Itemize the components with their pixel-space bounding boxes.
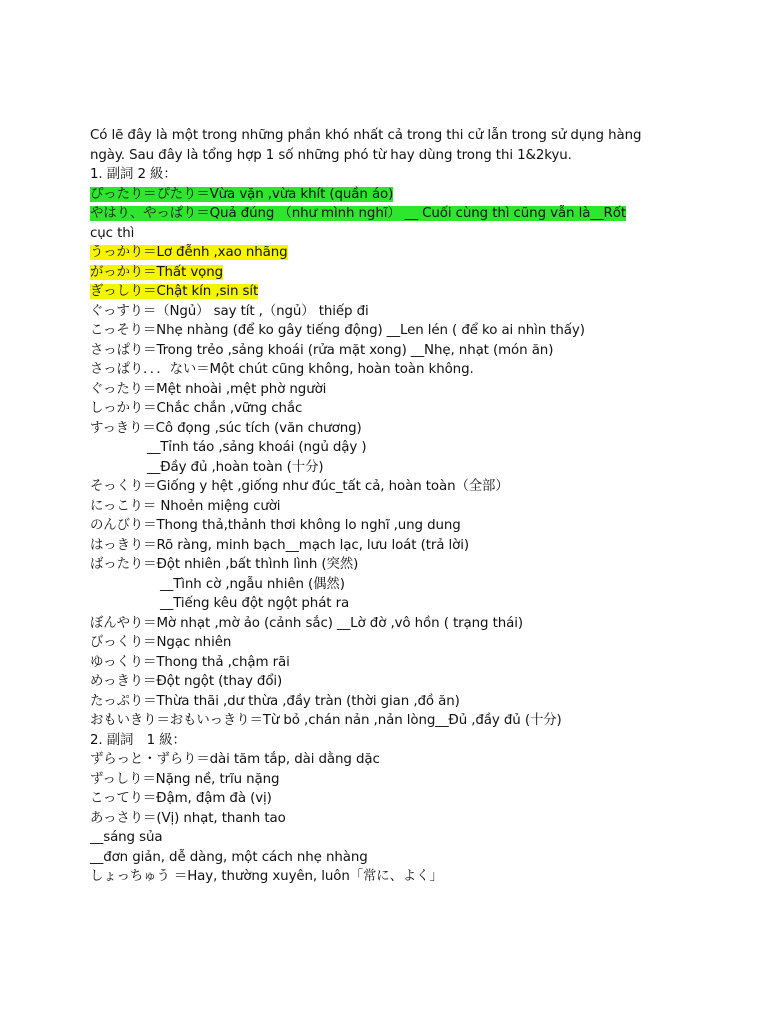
list-item — [90, 848, 690, 868]
list-item — [90, 360, 690, 380]
list-item-text: のんびり＝Thong thả,thảnh thơi không lo nghĩ ,ung dung — [90, 518, 461, 533]
list-item-text: こっそり＝Nhẹ nhàng (để ko gây tiếng động) __Len lén ( để ko ai nhìn thấy) — [90, 323, 585, 338]
list-item-text: ぐったり＝Mệt nhoài ,mệt phờ người — [90, 381, 327, 397]
list-item — [90, 789, 690, 809]
list-item-text: さっぱり＝Trong trẻo ,sảng khoái (rửa mặt xong) __Nhẹ, nhạt (món ăn) — [90, 342, 554, 358]
section-heading: 2. 副詞 1 級： — [90, 732, 186, 748]
section-2-list — [90, 750, 690, 887]
list-item-text: めっきり＝Đột ngột (thay đổi) — [90, 674, 283, 689]
list-item-text: おもいきり＝おもいっきり＝Từ bỏ ,chán nản ,nản lòng__Đủ ,đầy đủ (十分) — [90, 713, 562, 728]
list-item-text: __đơn giản, dễ dàng, một cách nhẹ nhàng — [90, 849, 368, 865]
list-item — [90, 380, 690, 400]
list-item — [90, 633, 690, 653]
list-item — [90, 321, 690, 341]
list-item-text: やはり、やっぱり＝Quả đúng （như mình nghĩ） __ Cuối cùng thì cũng vẫn là__Rốt — [90, 206, 626, 221]
list-item-text: こってり＝Đậm, đậm đà (vị) — [90, 791, 272, 806]
list-item-text: ずっしり＝Nặng nề, trĩu nặng — [90, 771, 280, 787]
list-item — [90, 575, 690, 595]
list-item-text: すっきり＝Cô đọng ,súc tích (văn chương) — [90, 420, 362, 436]
list-item-text: しっかり＝Chắc chắn ,vững chắc — [90, 401, 303, 416]
list-item — [90, 867, 690, 887]
list-item — [90, 419, 690, 439]
list-item — [90, 770, 690, 790]
list-item — [90, 263, 690, 283]
list-item-text: あっさり＝(Vị) nhạt, thanh tao — [90, 810, 286, 826]
list-item-text: しょっちゅう ＝Hay, thường xuyên, luôn「常に、よく」 — [90, 869, 443, 884]
list-item — [90, 477, 690, 497]
list-item-text: __Tình cờ ,ngẫu nhiên (偶然) — [160, 576, 345, 592]
list-item-text: __Tiếng kêu đột ngột phát ra — [160, 596, 350, 611]
list-item — [90, 555, 690, 575]
list-item — [90, 224, 690, 244]
list-item — [90, 653, 690, 673]
list-item-text: びっくり＝Ngạc nhiên — [90, 635, 232, 650]
list-item — [90, 204, 690, 224]
section-1-list — [90, 185, 690, 731]
list-item-text: __Đầy đủ ,hoàn toàn (十分) — [147, 459, 324, 475]
list-item-text: ぎっしり＝Chật kín ,sin sít — [90, 284, 259, 299]
intro-line: Có lẽ đây là một trong những phần khó nhất cả trong thi cử lẫn trong sử dụng hàng — [90, 128, 642, 143]
document-body — [90, 126, 690, 887]
list-item-text: __Tỉnh táo ,sảng khoái (ngủ dậy ) — [147, 440, 367, 455]
list-item — [90, 341, 690, 361]
list-item-text: さっぱり．．．ない＝Một chút cũng không, hoàn toàn không. — [90, 362, 474, 377]
list-item-text: ぐっすり＝（Ngủ） say tít ,（ngủ） thiếp đi — [90, 303, 369, 319]
list-item — [90, 399, 690, 419]
list-item-text: ぴったり＝ぴたり＝Vừa vặn ,vừa khít (quần áo) — [90, 186, 394, 202]
list-item — [90, 809, 690, 829]
list-item — [90, 438, 690, 458]
list-item — [90, 828, 690, 848]
intro-line: ngày. Sau đây là tổng hợp 1 số những phó từ hay dùng trong thi 1&2kyu. — [90, 147, 572, 163]
list-item — [90, 594, 690, 614]
list-item — [90, 536, 690, 556]
list-item — [90, 750, 690, 770]
list-item-text: にっこり＝ Nhoẻn miệng cười — [90, 498, 281, 514]
list-item-text: __sáng sủa — [90, 830, 163, 845]
section-heading: 1. 副詞 2 級： — [90, 167, 177, 182]
list-item — [90, 282, 690, 302]
list-item — [90, 614, 690, 634]
list-item-text: うっかり＝Lơ đễnh ,xao nhãng — [90, 245, 288, 260]
list-item-text: ばったり＝Đột nhiên ,bất thình lình (突然) — [90, 557, 359, 572]
list-item — [90, 711, 690, 731]
list-item-text: ゆっくり＝Thong thả ,chậm rãi — [90, 654, 290, 670]
list-item-text: cục thì — [90, 225, 135, 241]
list-item — [90, 302, 690, 322]
list-item-text: はっきり＝Rõ ràng, minh bạch__mạch lạc, lưu loát (trả lời) — [90, 537, 469, 553]
list-item — [90, 672, 690, 692]
list-item — [90, 458, 690, 478]
list-item-text: がっかり＝Thất vọng — [90, 264, 224, 280]
list-item-text: たっぷり＝Thừa thãi ,dư thừa ,đầy tràn (thời gian ,đồ ăn) — [90, 693, 460, 709]
list-item-text: ぼんやり＝Mờ nhạt ,mờ ảo (cảnh sắc) __Lờ đờ ,vô hồn ( trạng thái) — [90, 615, 523, 631]
list-item — [90, 243, 690, 263]
list-item — [90, 692, 690, 712]
list-item — [90, 185, 690, 205]
list-item-text: そっくり＝Giống y hệt ,giống như đúc_tất cả, hoàn toàn（全部） — [90, 479, 509, 494]
list-item — [90, 516, 690, 536]
list-item-text: ずらっと・ずらり＝dài tăm tắp, dài dằng dặc — [90, 752, 380, 767]
list-item — [90, 497, 690, 517]
